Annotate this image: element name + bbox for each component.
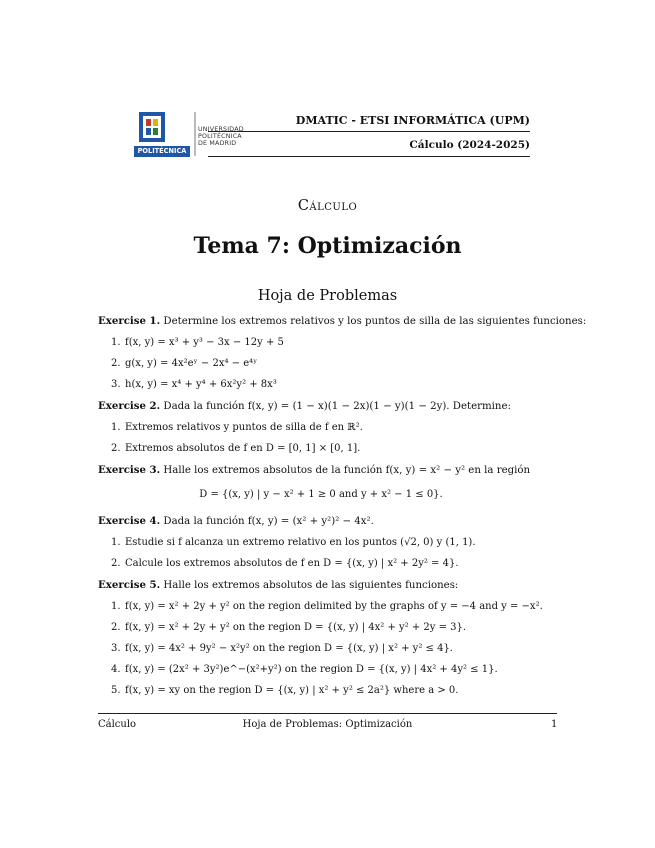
logo-line: POLITÉCNICA <box>198 133 242 141</box>
header-rule <box>208 131 530 132</box>
list-item: 2. g(x, y) = 4x²eʸ − 2x⁴ − e⁴ʸ <box>111 358 258 369</box>
list-item: 2. Calcule los extremos absolutos de f en D = {(x, y) | x² + 2y² = 4}. <box>111 558 459 569</box>
list-item: 1. Extremos relativos y puntos de silla de f en ℝ². <box>111 422 363 433</box>
page-subtitle: Hoja de Problemas <box>257 288 398 304</box>
list-item: 4. f(x, y) = (2x² + 3y²)e^−(x²+y²) on the region D = {(x, y) | 4x² + 4y² ≤ 1}. <box>111 664 498 675</box>
logo-university-name <box>198 126 244 148</box>
page-title: Tema 7: Optimización <box>193 233 462 259</box>
display-equation: D = {(x, y) | y − x² + 1 ≥ 0 and y + x² − 1 ≤ 0}. <box>199 489 443 500</box>
item-text: f(x, y) = x² + 2y + y² on the region delimited by the graphs of y = −4 and y = −x². <box>125 601 543 612</box>
logo-badge-text: POLITÉCNICA <box>137 147 187 155</box>
item-text: f(x, y) = (2x² + 3y²)e^−(x²+y²) on the region D = {(x, y) | 4x² + 4y² ≤ 1}. <box>125 664 498 675</box>
exercise-label: Exercise 2. <box>98 400 161 412</box>
exercise-label: Exercise 1. <box>98 315 161 327</box>
course-year: Cálculo (2024-2025) <box>409 139 530 151</box>
logo-line: DE MADRID <box>198 140 237 148</box>
list-item: 1. f(x, y) = x³ + y³ − 3x − 12y + 5 <box>111 337 284 348</box>
exercise-text: Dada la función f(x, y) = (x² + y²)² − 4x². <box>163 516 374 527</box>
exercise-text: Halle los extremos absolutos de las siguientes funciones: <box>163 580 459 591</box>
item-text: h(x, y) = x⁴ + y⁴ + 6x²y² + 8x³ <box>125 379 277 390</box>
course-name: Cálculo <box>297 198 358 214</box>
exercise-label: Exercise 4. <box>98 515 161 527</box>
exercise-label: Exercise 3. <box>98 464 161 476</box>
item-text: Extremos absolutos de f en D = [0, 1] × [0, 1]. <box>125 443 361 454</box>
exercise-4 <box>98 514 544 571</box>
footer-course: Cálculo <box>98 719 137 730</box>
list-item: 2. f(x, y) = x² + 2y + y² on the region D = {(x, y) | 4x² + y² + 2y = 3}. <box>111 622 467 633</box>
list-item: 1. f(x, y) = x² + 2y + y² on the region delimited by the graphs of y = −4 and y = −x². <box>111 601 543 612</box>
item-text: Estudie si f alcanza un extremo relativo en los puntos (√2, 0) y (1, 1). <box>125 537 476 548</box>
exercise-3 <box>98 463 544 502</box>
exercise-statement <box>98 578 544 593</box>
logo-line: UNIVERSIDAD <box>198 126 244 133</box>
exercise-label: Exercise 5. <box>98 579 161 591</box>
item-text: f(x, y) = x³ + y³ − 3x − 12y + 5 <box>125 337 284 348</box>
list-item: 3. f(x, y) = 4x² + 9y² − x²y² on the region D = {(x, y) | x² + y² ≤ 4}. <box>111 643 453 654</box>
item-text: f(x, y) = 4x² + 9y² − x²y² on the region D = {(x, y) | x² + y² ≤ 4}. <box>125 643 453 654</box>
item-text: Calcule los extremos absolutos de f en D = {(x, y) | x² + 2y² = 4}. <box>125 558 459 569</box>
footer-title: Hoja de Problemas: Optimización <box>242 719 413 730</box>
department-name: DMATIC - ETSI INFORMÁTICA (UPM) <box>295 114 530 127</box>
list-item: 1. Estudie si f alcanza un extremo relativo en los puntos (√2, 0) y (1, 1). <box>111 537 476 548</box>
upm-logo <box>131 110 256 158</box>
item-text: g(x, y) = 4x²eʸ − 2x⁴ − e⁴ʸ <box>125 358 258 369</box>
exercise-5 <box>98 578 544 698</box>
list-item: 2. Extremos absolutos de f en D = [0, 1] × [0, 1]. <box>111 443 361 454</box>
item-text: f(x, y) = xy on the region D = {(x, y) | x² + y² ≤ 2a²} where a > 0. <box>125 685 459 696</box>
exercise-items <box>98 599 544 698</box>
exercise-items <box>98 420 544 456</box>
exercise-list <box>98 314 587 705</box>
list-item: 5. f(x, y) = xy on the region D = {(x, y) | x² + y² ≤ 2a²} where a > 0. <box>111 685 459 696</box>
exercise-statement <box>98 514 544 529</box>
page-number: 1 <box>551 719 558 730</box>
exercise-statement <box>98 314 587 329</box>
page-header <box>98 106 530 158</box>
exercise-statement <box>98 463 544 478</box>
exercise-text: Dada la función f(x, y) = (1 − x)(1 − 2x)(1 − y)(1 − 2y). Determine: <box>163 401 511 412</box>
list-item: 3. h(x, y) = x⁴ + y⁴ + 6x²y² + 8x³ <box>111 379 277 390</box>
exercise-statement <box>98 399 544 414</box>
exercise-items <box>98 535 544 571</box>
footer-rule <box>98 713 557 714</box>
exercise-text: Halle los extremos absolutos de la función f(x, y) = x² − y² en la región <box>163 465 531 476</box>
item-text: f(x, y) = x² + 2y + y² on the region D = {(x, y) | 4x² + y² + 2y = 3}. <box>125 622 467 633</box>
exercise-2 <box>98 399 544 456</box>
exercise-text: Determine los extremos relativos y los puntos de silla de las siguientes funciones: <box>163 316 587 327</box>
exercise-1 <box>98 314 587 392</box>
header-rule <box>208 156 530 157</box>
exercise-items <box>98 335 544 392</box>
item-text: Extremos relativos y puntos de silla de f en ℝ². <box>125 422 363 433</box>
